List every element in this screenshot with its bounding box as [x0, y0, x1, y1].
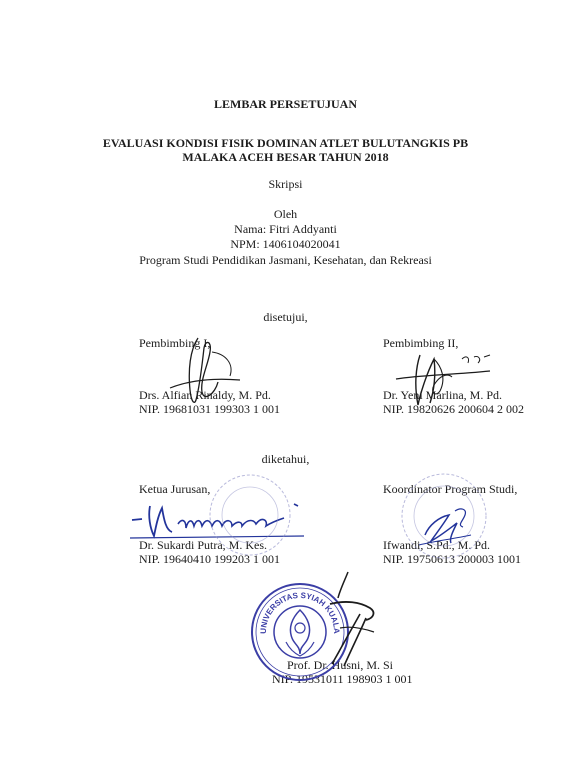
coordinator-signature	[405, 495, 485, 555]
dean-name: Prof. Dr. Husni, M. Si	[287, 658, 394, 672]
approved-label: disetujui,	[263, 310, 308, 324]
acknowledged-label: diketahui,	[261, 452, 310, 466]
by-label: Oleh	[273, 207, 298, 221]
document-type: Skripsi	[268, 177, 303, 191]
advisor1-role: Pembimbing I,	[139, 336, 211, 350]
page-title: LEMBAR PERSETUJUAN	[213, 97, 357, 111]
student-name: Nama: Fitri Addyanti	[234, 222, 337, 236]
advisor1-signature	[160, 330, 250, 410]
head-role: Ketua Jurusan,	[139, 482, 211, 496]
coordinator-name: Ifwandi, S.Pd., M. Pd.	[383, 538, 491, 552]
head-nip: NIP. 19640410 199203 1 001	[139, 552, 281, 566]
dean-signature	[290, 568, 400, 678]
advisor2-role: Pembimbing II,	[383, 336, 459, 350]
advisor2-signature	[390, 345, 500, 415]
thesis-title-line1: EVALUASI KONDISI FISIK DOMINAN ATLET BULUTANGKIS PB	[102, 136, 469, 150]
advisor2-nip: NIP. 19820626 200604 2 002	[383, 402, 525, 416]
coordinator-role: Koordinator Program Studi,	[383, 482, 518, 496]
advisor1-nip: NIP. 19681031 199303 1 001	[139, 402, 281, 416]
thesis-title-line2: MALAKA ACEH BESAR TAHUN 2018	[182, 150, 389, 164]
coordinator-nip: NIP. 19750613 200003 1001	[383, 552, 522, 566]
dean-nip: NIP. 19531011 198903 1 001	[272, 672, 413, 686]
study-program: Program Studi Pendidikan Jasmani, Kesehatan, dan Rekreasi	[139, 253, 432, 267]
head-name: Dr. Sukardi Putra, M. Kes.	[139, 538, 267, 552]
advisor2-name: Dr. Yeni Marlina, M. Pd.	[383, 388, 503, 402]
department-stamp	[205, 470, 295, 560]
advisor1-name: Drs. Alfian Rinaldy, M. Pd.	[139, 388, 271, 402]
student-npm: NPM: 1406104020041	[230, 237, 341, 251]
seal-text: UNIVERSITAS SYIAH KUALA	[258, 590, 342, 634]
